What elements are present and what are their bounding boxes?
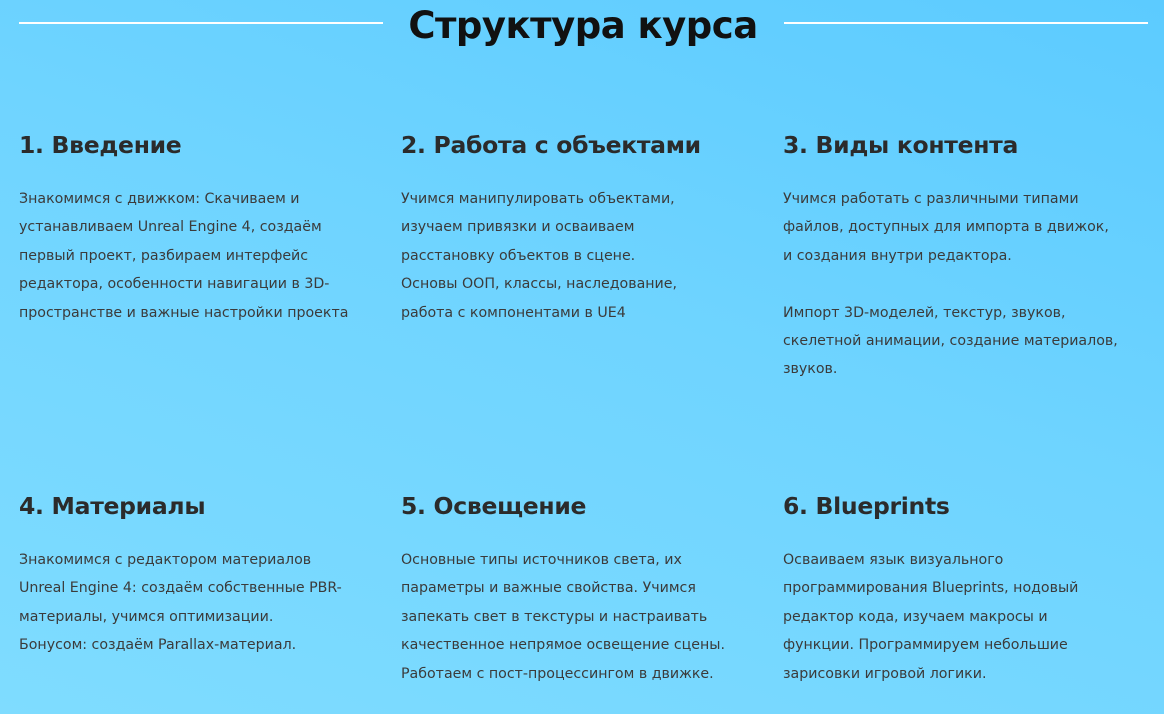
module-title: 5. Освещение — [401, 492, 587, 520]
header-divider-right — [784, 22, 1148, 24]
module-description: Учимся манипулировать объектами, изучаем привязки и осваиваем расстановку объектов в сцене. Основы ООП, классы, наследование, работа с компонентами в UE4 — [401, 191, 678, 321]
module-description: Осваиваем язык визуального программирования Blueprints, нодовый редактор кода, изучаем макросы и функции. Программируем небольшие зарисовки игровой логики. — [783, 552, 1079, 682]
module-card-lighting — [401, 491, 746, 688]
module-description: Основные типы источников света, их параметры и важные свойства. Учимся запекать свет в текстуры и настраивать качественное непрямое освещение сцены. Работаем с пост-процессингом в движке. — [401, 552, 726, 682]
section-title: Структура курса — [408, 4, 758, 47]
module-title: 3. Виды контента — [783, 131, 1019, 159]
section-header — [0, 0, 1164, 60]
module-description: Знакомимся с движком: Скачиваем и устанавливаем Unreal Engine 4, создаём первый проект, разбираем интерфейс редактора, особенности навигации в 3D- пространстве и важные настройки проекта — [19, 191, 349, 321]
header-divider-left — [19, 22, 383, 24]
module-title: 1. Введение — [19, 131, 182, 159]
module-description: Учимся работать с различными типами файлов, доступных для импорта в движок, и создания внутри редактора. Импорт 3D-моделей, текстур, звуков, скелетной анимации, создание материалов, звуков. — [783, 191, 1118, 378]
module-title: 2. Работа с объектами — [401, 131, 701, 159]
module-description: Знакомимся с редактором материалов Unreal Engine 4: создаём собственные PBR- материалы, учимся оптимизации. Бонусом: создаём Parallax-материал. — [19, 552, 342, 654]
module-card-content-types — [783, 130, 1128, 384]
module-card-blueprints — [783, 491, 1128, 688]
module-title: 4. Материалы — [19, 492, 206, 520]
module-card-objects — [401, 130, 746, 327]
module-card-introduction — [19, 130, 364, 327]
module-title: 6. Blueprints — [783, 492, 950, 520]
module-card-materials — [19, 491, 364, 660]
